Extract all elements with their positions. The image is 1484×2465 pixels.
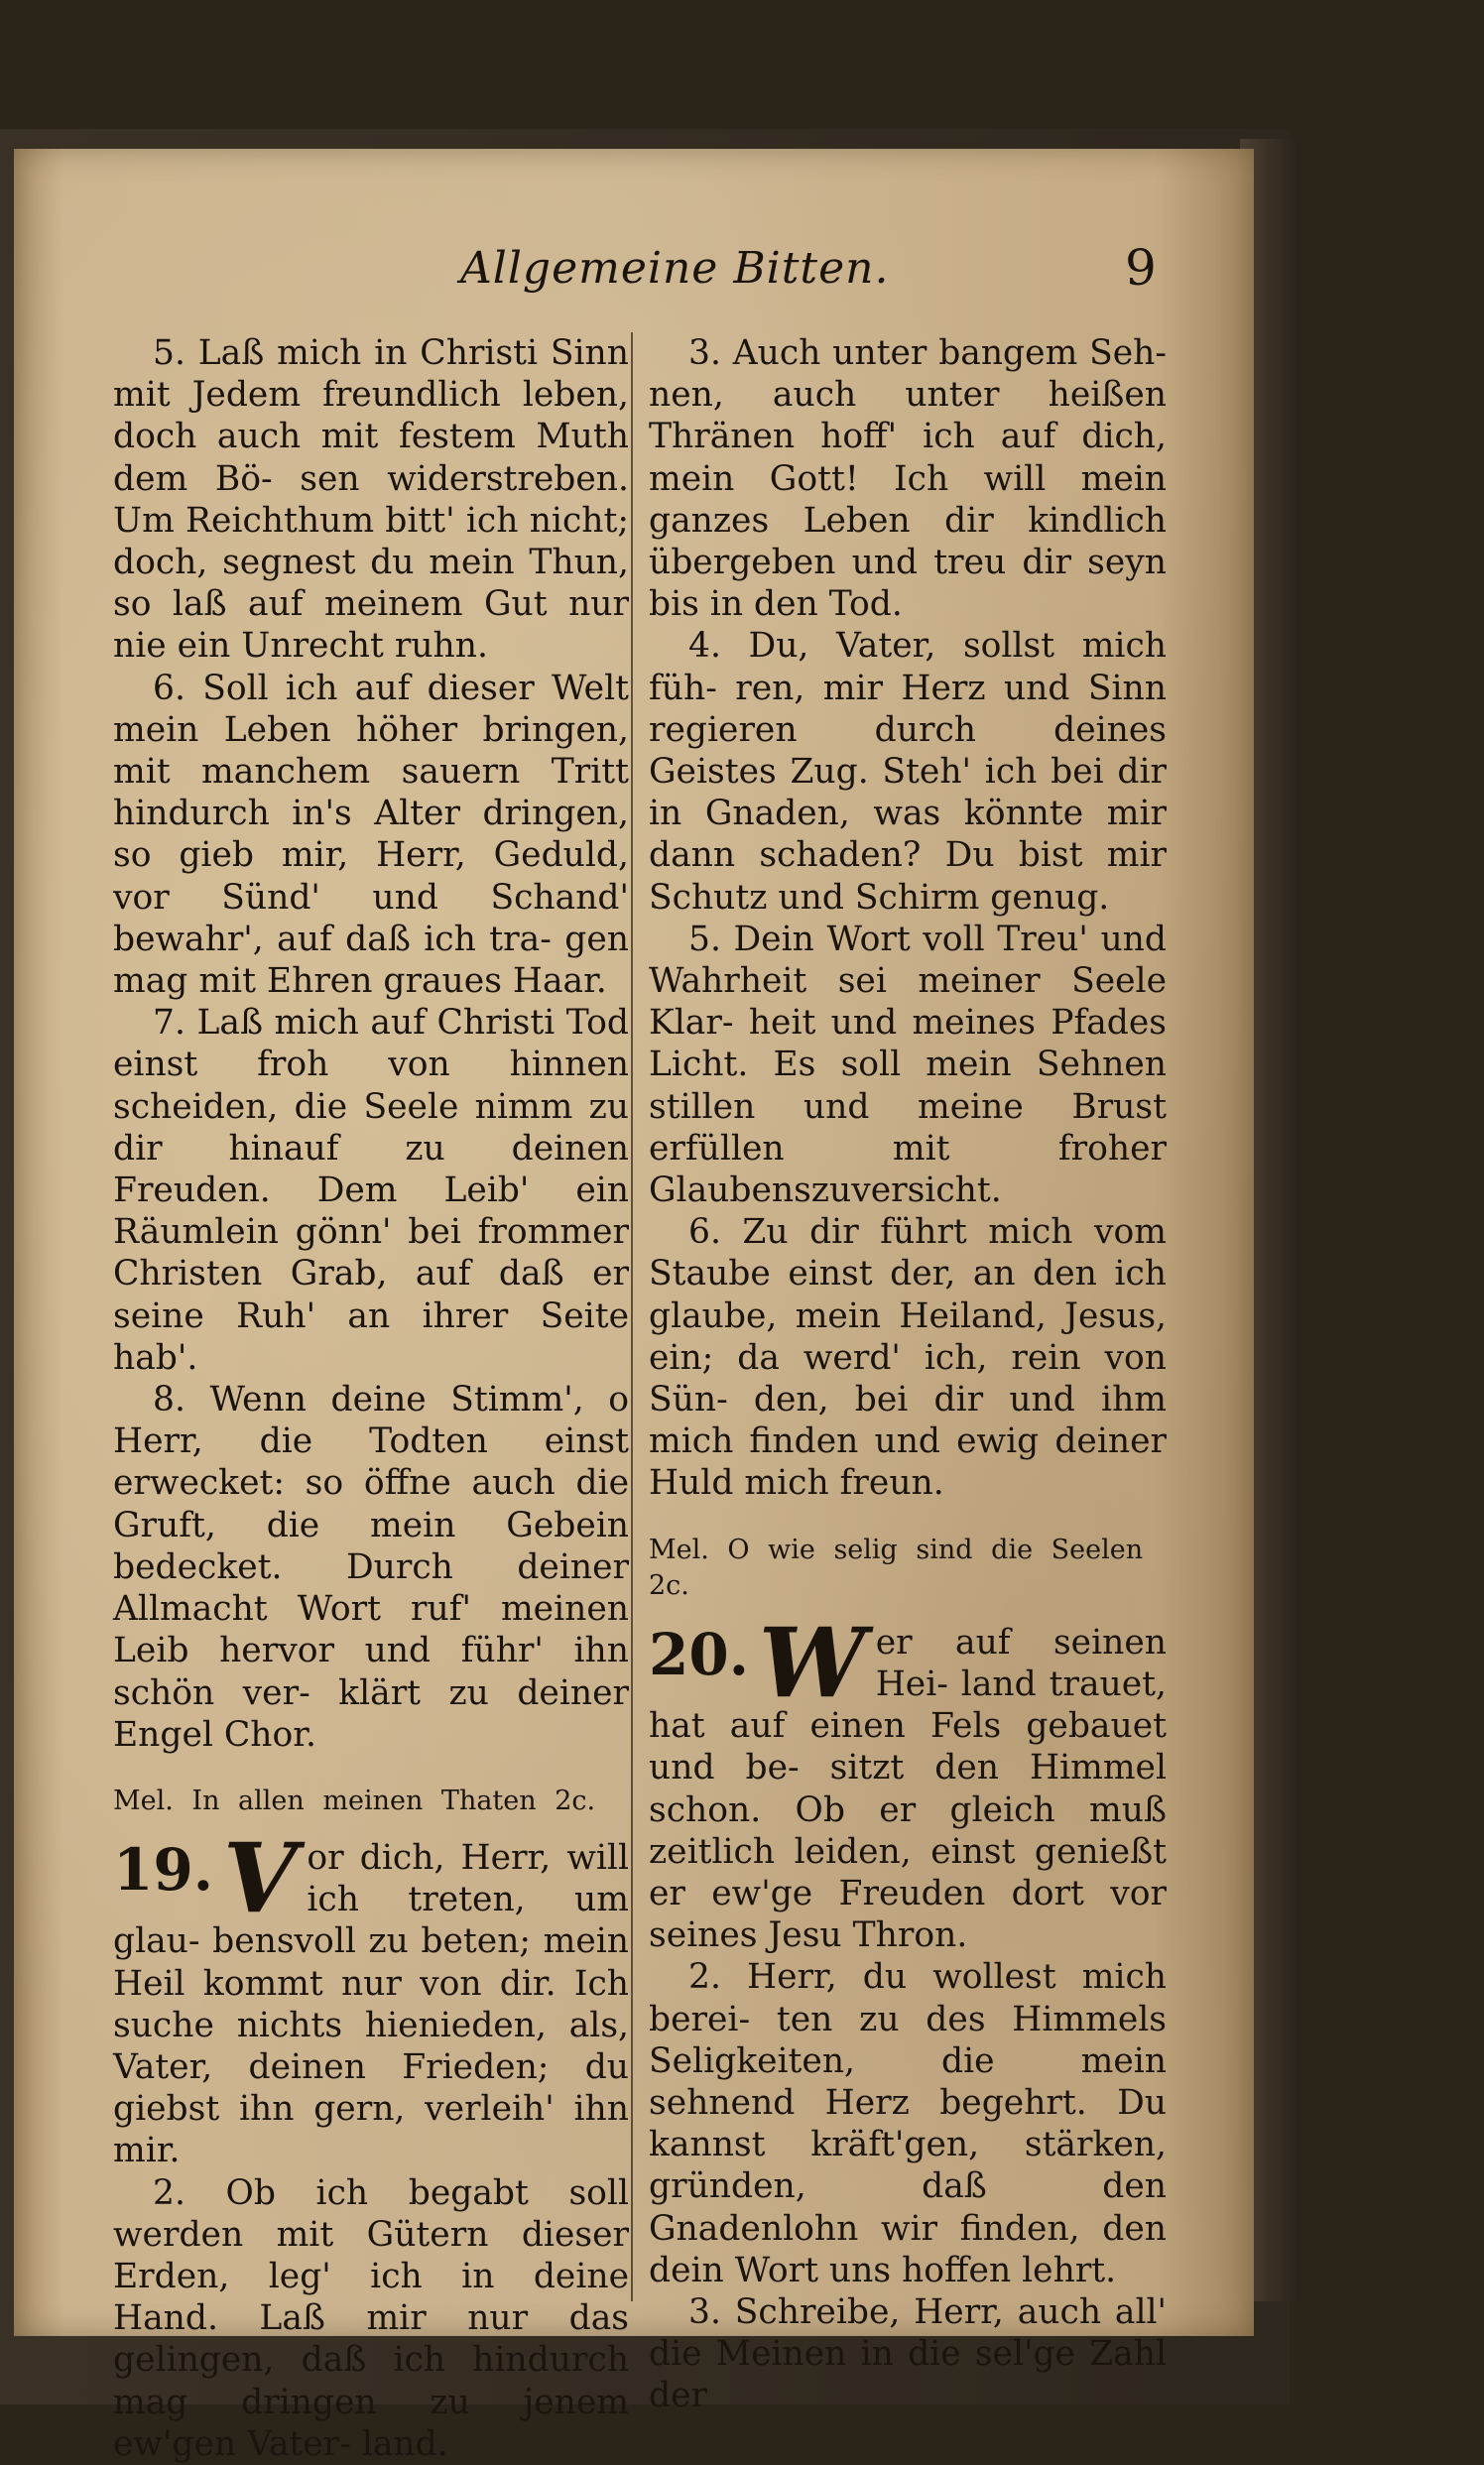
page-title: Allgemeine Bitten.	[460, 243, 890, 294]
verse-paragraph: 6. Soll ich auf dieser Welt mein Leben höher bringen, mit manchem sauern Tritt hindurch in's Alter dringen, so gieb mir, Herr, Geduld, vor Sünd' und Schand' bewahr', auf daß ich tra- gen mag mit Ehren graues Haar.	[113, 668, 629, 1002]
verse-paragraph: 4. Du, Vater, sollst mich füh- ren, mir Herz und Sinn regieren durch deines Geistes Zug. Steh' ich bei dir in Gnaden, was könnte mir dann schaden? Du bist mir Schutz und Schirm genug.	[649, 626, 1167, 918]
verse-paragraph: 5. Laß mich in Christi Sinn mit Jedem freundlich leben, doch auch mit festem Muth dem Bö- sen widerstreben. Um Reichthum bitt' ich nicht; doch, segnest du mein Thun, so laß auf meinem Gut nur nie ein Unrecht ruhn.	[113, 333, 629, 667]
drop-cap: V	[222, 1821, 298, 1934]
verse-paragraph: 5. Dein Wort voll Treu' und Wahrheit sei meiner Seele Klar- heit und meines Pfades Licht. Es soll mein Sehnen stillen und meine Brust erfüllen mit froher Glaubenszuversicht.	[649, 919, 1167, 1211]
drop-cap: W	[758, 1606, 866, 1719]
verse-paragraph: 3. Auch unter bangem Seh- nen, auch unter heißen Thränen hoff' ich auf dich, mein Gott! Ich will mein ganzes Leben dir kindlich übergeben und treu dir seyn bis in den Tod.	[649, 333, 1167, 625]
verse-paragraph: 6. Zu dir führt mich vom Staube einst der, an den ich glaube, mein Heiland, Jesus, ein; da werd' ich, rein von Sün- den, bei dir und ihm mich finden und ewig deiner Huld mich freun.	[649, 1212, 1167, 1504]
verse-paragraph: 7. Laß mich auf Christi Tod einst froh von hinnen scheiden, die Seele nimm zu dir hinauf zu deinen Freuden. Dem Leib' ein Räumlein gönn' bei frommer Christen Grab, auf daß er seine Ruh' an ihrer Seite hab'.	[113, 1003, 629, 1378]
right-column	[649, 332, 1167, 2417]
melody-note: Mel. In allen meinen Thaten 2c.	[113, 1785, 596, 1816]
book-page	[14, 149, 1254, 2464]
hymn-number: 20.	[649, 1620, 749, 1688]
running-head	[14, 239, 1254, 303]
page-number: 9	[1125, 239, 1157, 297]
hymn-text: or dich, Herr, will ich treten, um glau- bensvoll zu beten; mein Heil kommt nur von dir. Ich suche nichts hienieden, als, Vater, deinen Frieden; du giebst ihn gern, verleih' ihn mir.	[113, 1837, 629, 2171]
hymn-20	[649, 1606, 1167, 1957]
left-column	[113, 332, 629, 2465]
verse-paragraph: 2. Ob ich begabt soll werden mit Gütern dieser Erden, leg' ich in deine Hand. Laß mir nur das gelingen, daß ich hindurch mag dringen zu jenem ew'gen Vater- land.	[113, 2172, 629, 2464]
melody-note: Mel. O wie selig sind die Seelen 2c.	[649, 1534, 1144, 1601]
hymn-number: 19.	[113, 1835, 213, 1904]
verse-paragraph: 8. Wenn deine Stimm', o Herr, die Todten einst erwecket: so öffne auch die Gruft, die mein Gebein bedecket. Durch deiner Allmacht Wort ruf' meinen Leib hervor und führ' ihn schön ver- klärt zu deiner Engel Chor.	[113, 1380, 629, 1755]
column-divider	[631, 332, 633, 2301]
hymn-text: er auf seinen Hei- land trauet, hat auf einen Fels gebauet und be- sitzt den Himmel schon. Ob er gleich muß zeitlich leiden, einst genießt er ew'ge Freuden dort vor seines Jesu Thron.	[649, 1622, 1167, 1956]
verse-paragraph: 3. Schreibe, Herr, auch all' die Meinen in die sel'ge Zahl der	[649, 2291, 1167, 2416]
verse-paragraph: 2. Herr, du wollest mich berei- ten zu des Himmels Seligkeiten, die mein sehnend Herz begehrt. Du kannst kräft'gen, stärken, gründen, daß den Gnadenlohn wir finden, den dein Wort uns hoffen lehrt.	[649, 1957, 1167, 2290]
hymn-19	[113, 1821, 629, 2172]
